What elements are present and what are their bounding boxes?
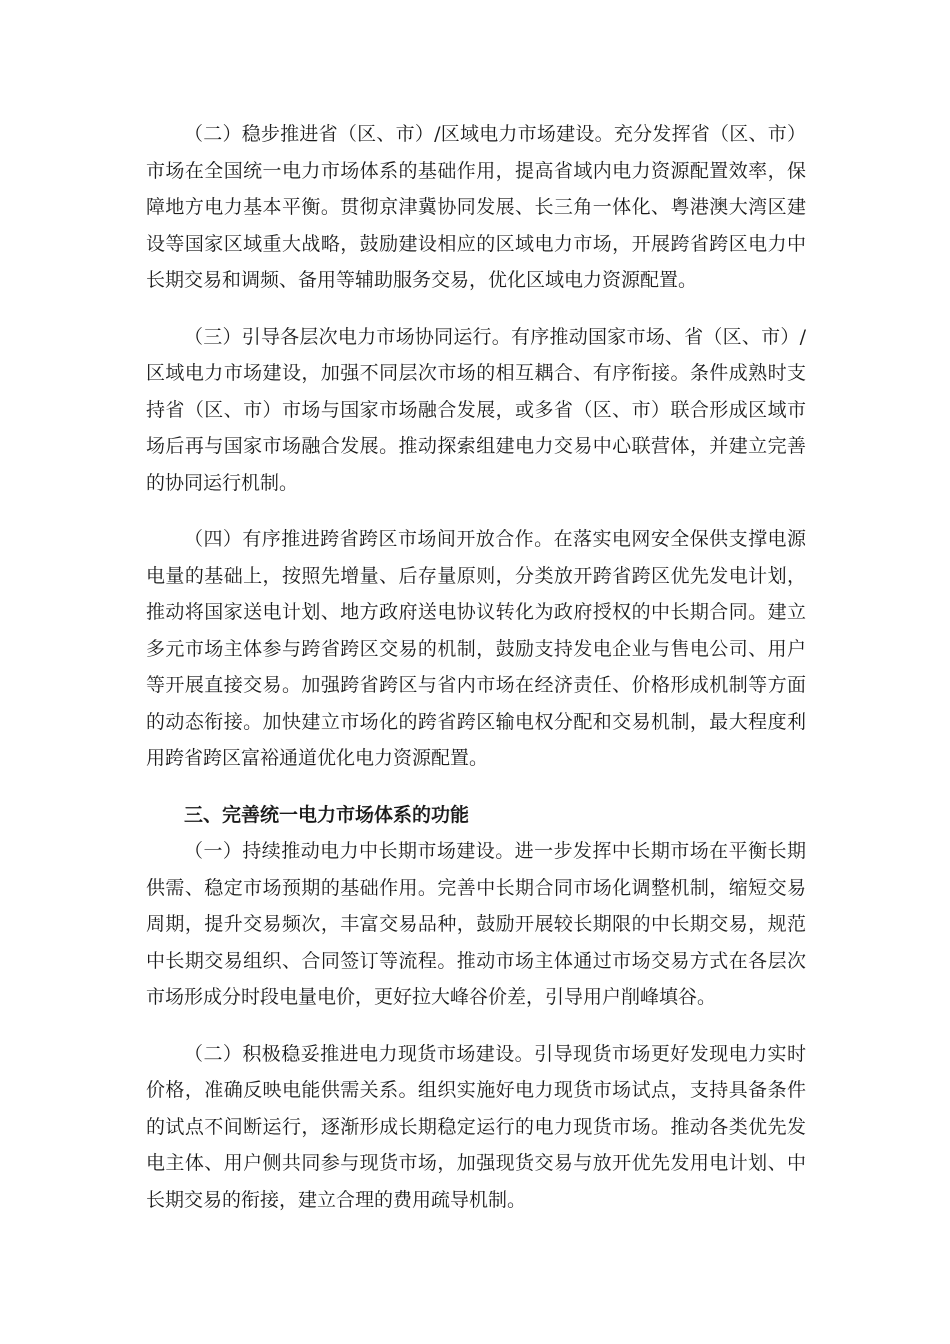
paragraph-provincial-market: （二）稳步推进省（区、市）/区域电力市场建设。充分发挥省（区、市）市场在全国统一电力市场体系的基础作用，提高省域内电力资源配置效率，保障地方电力基本平衡。贯彻京津冀协同发展、长三角一体化、粤港澳大湾区建设等国家区域重大战略，鼓励建设相应的区域电力市场，开展跨省跨区电力中长期交易和调频、备用等辅助服务交易，优化区域电力资源配置。	[146, 123, 806, 291]
paragraph-medium-long-term-market: （一）持续推动电力中长期市场建设。进一步发挥中长期市场在平衡长期供需、稳定市场预期的基础作用。完善中长期合同市场化调整机制，缩短交易周期，提升交易频次，丰富交易品种，鼓励开展较长期限的中长期交易，规范中长期交易组织、合同签订等流程。推动市场主体通过市场交易方式在各层次市场形成分时段电量电价，更好拉大峰谷价差，引导用户削峰填谷。	[146, 840, 806, 1008]
paragraph-spot-market: （二）积极稳妥推进电力现货市场建设。引导现货市场更好发现电力实时价格，准确反映电能供需关系。组织实施好电力现货市场试点，支持具备条件的试点不间断运行，逐渐形成长期稳定运行的电力现货市场。推动各类优先发电主体、用户侧共同参与现货市场，加强现货交易与放开优先发用电计划、中长期交易的衔接，建立合理的费用疏导机制。	[146, 1042, 806, 1211]
document-page	[146, 116, 806, 1218]
paragraph-spacer	[146, 501, 806, 521]
section-heading: 三、完善统一电力市场体系的功能	[184, 803, 470, 826]
paragraph-spacer	[146, 299, 806, 319]
paragraph-coordinated-operation: （三）引导各层次电力市场协同运行。有序推动国家市场、省（区、市）/区域电力市场建设，加强不同层次市场的相互耦合、有序衔接。条件成熟时支持省（区、市）市场与国家市场融合发展，或多省（区、市）联合形成区域市场后再与国家市场融合发展。推动探索组建电力交易中心联营体，并建立完善的协同运行机制。	[146, 325, 806, 494]
paragraph-spacer	[146, 1016, 806, 1036]
paragraph-spacer	[146, 777, 806, 797]
paragraph-cross-region-cooperation: （四）有序推进跨省跨区市场间开放合作。在落实电网安全保供支撑电源电量的基础上，按照先增量、后存量原则，分类放开跨省跨区优先发电计划，推动将国家送电计划、地方政府送电协议转化为政府授权的中长期合同。建立多元市场主体参与跨省跨区交易的机制，鼓励支持发电企业与售电公司、用户等开展直接交易。加强跨省跨区与省内市场在经济责任、价格形成机制等方面的动态衔接。加快建立市场化的跨省跨区输电权分配和交易机制，最大程度利用跨省跨区富裕通道优化电力资源配置。	[146, 528, 806, 769]
